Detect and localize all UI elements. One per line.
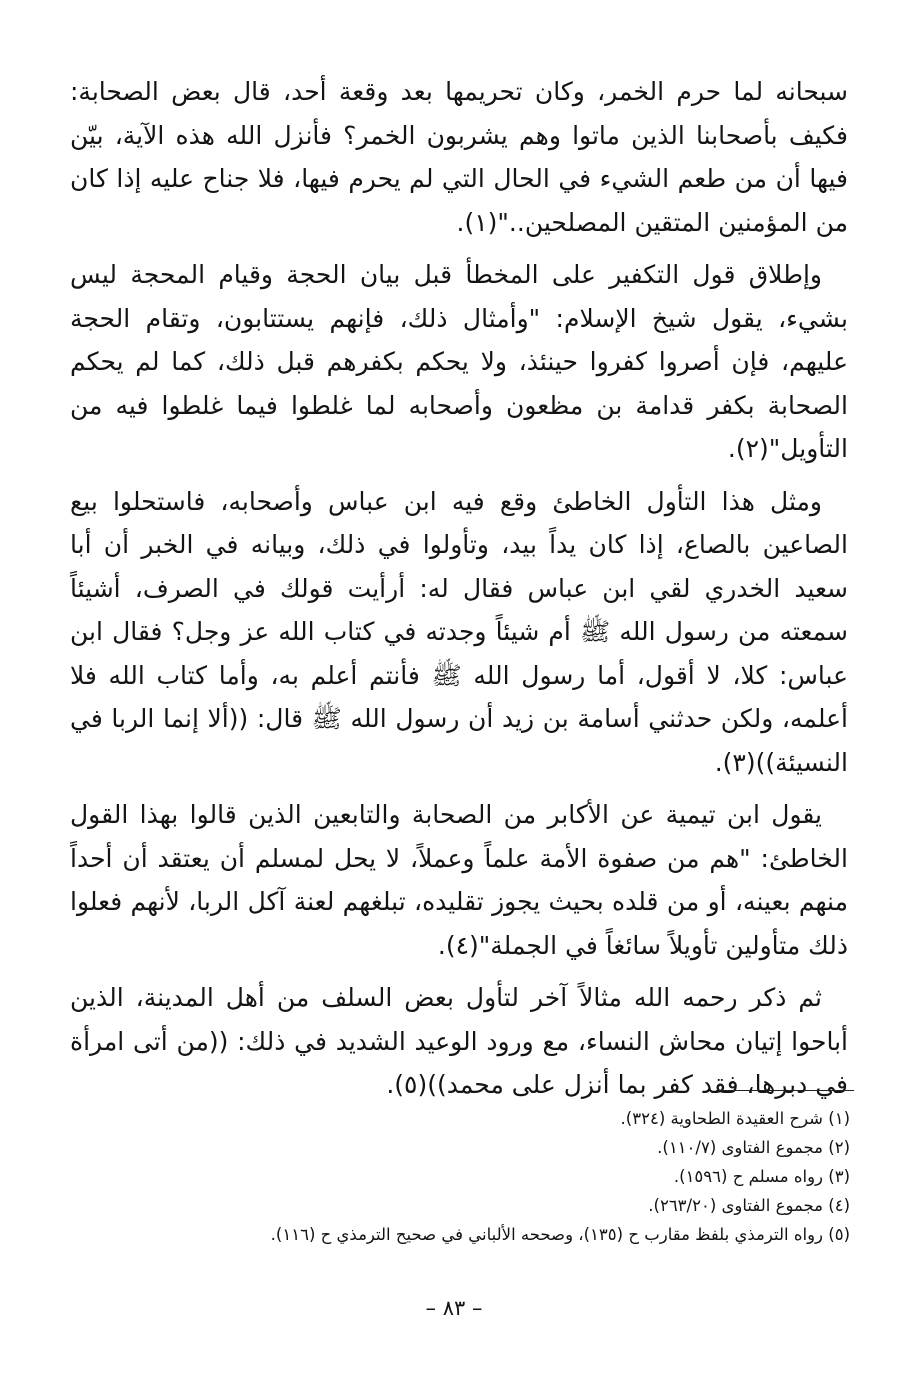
footnote: (٥) رواه الترمذي بلفظ مقارب ح (١٣٥)، وصححه الألباني في صحيح الترمذي ح (١١٦). bbox=[270, 1225, 850, 1244]
paragraph: ثم ذكر رحمه الله مثالاً آخر لتأول بعض السلف من أهل المدينة، الذين أباحوا إتيان محاش النساء، مع ورود الوعيد الشديد في ذلك: ((من أتى امرأة في دبرها، فقد كفر بما أنزل على محمد))(٥). bbox=[70, 983, 848, 1099]
main-text bbox=[70, 70, 848, 1116]
footnote: (٢) مجموع الفتاوى (١١٠/٧). bbox=[657, 1138, 850, 1157]
footnote: (١) شرح العقيدة الطحاوية (٣٢٤). bbox=[620, 1109, 850, 1128]
page-number: – ٨٣ – bbox=[425, 1296, 483, 1320]
footnote-divider bbox=[716, 1090, 854, 1091]
footnotes bbox=[140, 1104, 850, 1249]
footnote: (٤) مجموع الفتاوى (٢٦٣/٢٠). bbox=[648, 1196, 850, 1215]
paragraph: سبحانه لما حرم الخمر، وكان تحريمها بعد وقعة أحد، قال بعض الصحابة: فكيف بأصحابنا الذين ماتوا وهم يشربون الخمر؟ فأنزل الله هذه الآية، بيّن فيها أن من طعم الشيء في الحال التي لم يحرم فيها، فلا جناح عليه إذا كان من المؤمنين المتقين المصلحين.."(١). bbox=[70, 77, 848, 237]
paragraph: ومثل هذا التأول الخاطئ وقع فيه ابن عباس وأصحابه، فاستحلوا بيع الصاعين بالصاع، إذا كان يداً بيد، وتأولوا في ذلك، وبيانه في الخبر أن أبا سعيد الخدري لقي ابن عباس فقال له: أرأيت قولك في الصرف، أشيئاً سمعته من رسول الله ﷺ أم شيئاً وجدته في كتاب الله عز وجل؟ فقال ابن عباس: كلا، لا أقول، أما رسول الله ﷺ فأنتم أعلم به، وأما كتاب الله فلا أعلمه، ولكن حدثني أسامة بن زيد أن رسول الله ﷺ قال: ((ألا إنما الربا في النسيئة))(٣). bbox=[70, 486, 848, 777]
paragraph: يقول ابن تيمية عن الأكابر من الصحابة والتابعين الذين قالوا بهذا القول الخاطئ: "هم من صفوة الأمة علماً وعملاً، لا يحل لمسلم أن يعتقد أن أحداً منهم بعينه، أو من قلده بحيث يجوز تقليده، تبلغهم لعنة آكل الربا، لأنهم فعلوا ذلك متأولين تأويلاً سائغاً في الجملة"(٤). bbox=[70, 800, 848, 960]
footnote: (٣) رواه مسلم ح (١٥٩٦). bbox=[673, 1167, 850, 1186]
paragraph: وإطلاق قول التكفير على المخطأ قبل بيان الحجة وقيام المحجة ليس بشيء، يقول شيخ الإسلام: "وأمثال ذلك، فإنهم يستتابون، وتقام الحجة عليهم، فإن أصروا كفروا حينئذ، ولا يحكم بكفرهم قبل ذلك، كما لم يحكم الصحابة بكفر قدامة بن مظعون وأصحابه لما غلطوا فيما غلطوا فيه من التأويل"(٢). bbox=[70, 260, 848, 463]
